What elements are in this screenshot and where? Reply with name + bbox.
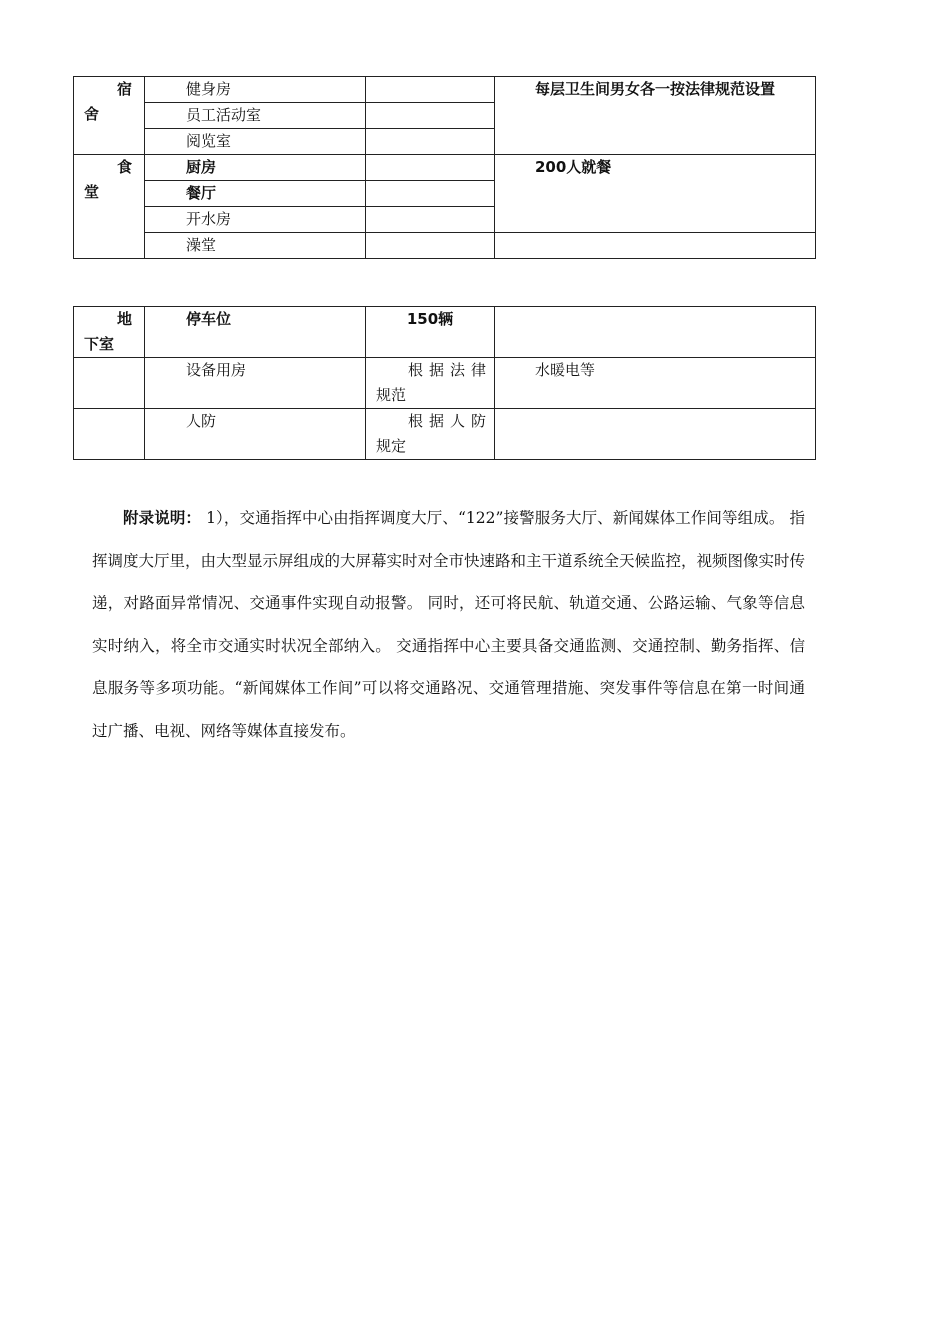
spec-civil-defense-line2: 规定 — [376, 437, 407, 455]
note-cell-empty — [495, 233, 816, 259]
spec-civil-defense — [366, 409, 495, 460]
spec-cell-empty — [366, 77, 495, 103]
basement-label-line2: 下室 — [84, 335, 115, 353]
spec-equipment-line2: 规范 — [376, 386, 407, 404]
spec-equipment-line1: 根据法律 — [408, 361, 486, 379]
room-reading: 阅览室 — [145, 129, 366, 155]
appendix-label: 附录说明： — [123, 509, 202, 527]
canteen-label-line1: 食 — [116, 158, 132, 176]
spec-cell-empty — [366, 233, 495, 259]
item-parking: 停车位 — [145, 307, 366, 358]
canteen-category-cell — [74, 155, 145, 259]
note-equipment: 水暖电等 — [495, 358, 816, 409]
spec-cell-empty — [366, 155, 495, 181]
room-dining-hall: 餐厅 — [145, 181, 366, 207]
spec-cell-empty — [366, 103, 495, 129]
facility-table-lower — [73, 306, 816, 460]
dormitory-label-line1: 宿 — [116, 80, 132, 98]
canteen-note: 200人就餐 — [495, 155, 816, 233]
dormitory-category-cell — [74, 77, 145, 155]
spec-equipment — [366, 358, 495, 409]
room-boiler: 开水房 — [145, 207, 366, 233]
note-cell-empty — [495, 307, 816, 358]
item-equipment-room: 设备用房 — [145, 358, 366, 409]
room-kitchen: 厨房 — [145, 155, 366, 181]
spec-cell-empty — [366, 181, 495, 207]
item-civil-defense: 人防 — [145, 409, 366, 460]
facility-table-upper — [73, 76, 816, 259]
room-staff-activity: 员工活动室 — [145, 103, 366, 129]
room-bathhouse: 澡堂 — [145, 233, 366, 259]
basement-label-line1: 地 — [116, 310, 132, 328]
note-cell-empty — [495, 409, 816, 460]
room-fitness: 健身房 — [145, 77, 366, 103]
canteen-label-line2: 堂 — [84, 183, 100, 201]
dormitory-note: 每层卫生间男女各一按法律规范设置 — [495, 77, 816, 155]
appendix-text: 1），交通指挥中心由指挥调度大厅、“122”接警服务大厅、新闻媒体工作间等组成。 指挥调度大厅里，由大型显示屏组成的大屏幕实时对全市快速路和主干道系统全天候监控，视频图像实时传递，对路面异常情况、交通事件实现自动报警。 同时，还可将民航、轨道交通、公路运输、气象等信息实时纳入，将全市交通实时状况全部纳入。 交通指挥中心主要具备交通监测、交通控制、勤务指挥、信息服务等多项功能。“新闻媒体工作间”可以将交通路况、交通管理措施、突发事件等信息在第一时间通过广播、电视、网络等媒体直接发布。 — [92, 509, 806, 740]
spec-cell-empty — [366, 207, 495, 233]
spec-civil-defense-line1: 根据人防 — [408, 412, 486, 430]
appendix-paragraph — [92, 497, 805, 753]
spec-cell-empty — [366, 129, 495, 155]
category-cell-empty — [74, 409, 145, 460]
spec-parking: 150辆 — [366, 307, 495, 358]
basement-category-cell — [74, 307, 145, 358]
dormitory-label-line2: 舍 — [84, 105, 100, 123]
category-cell-empty — [74, 358, 145, 409]
